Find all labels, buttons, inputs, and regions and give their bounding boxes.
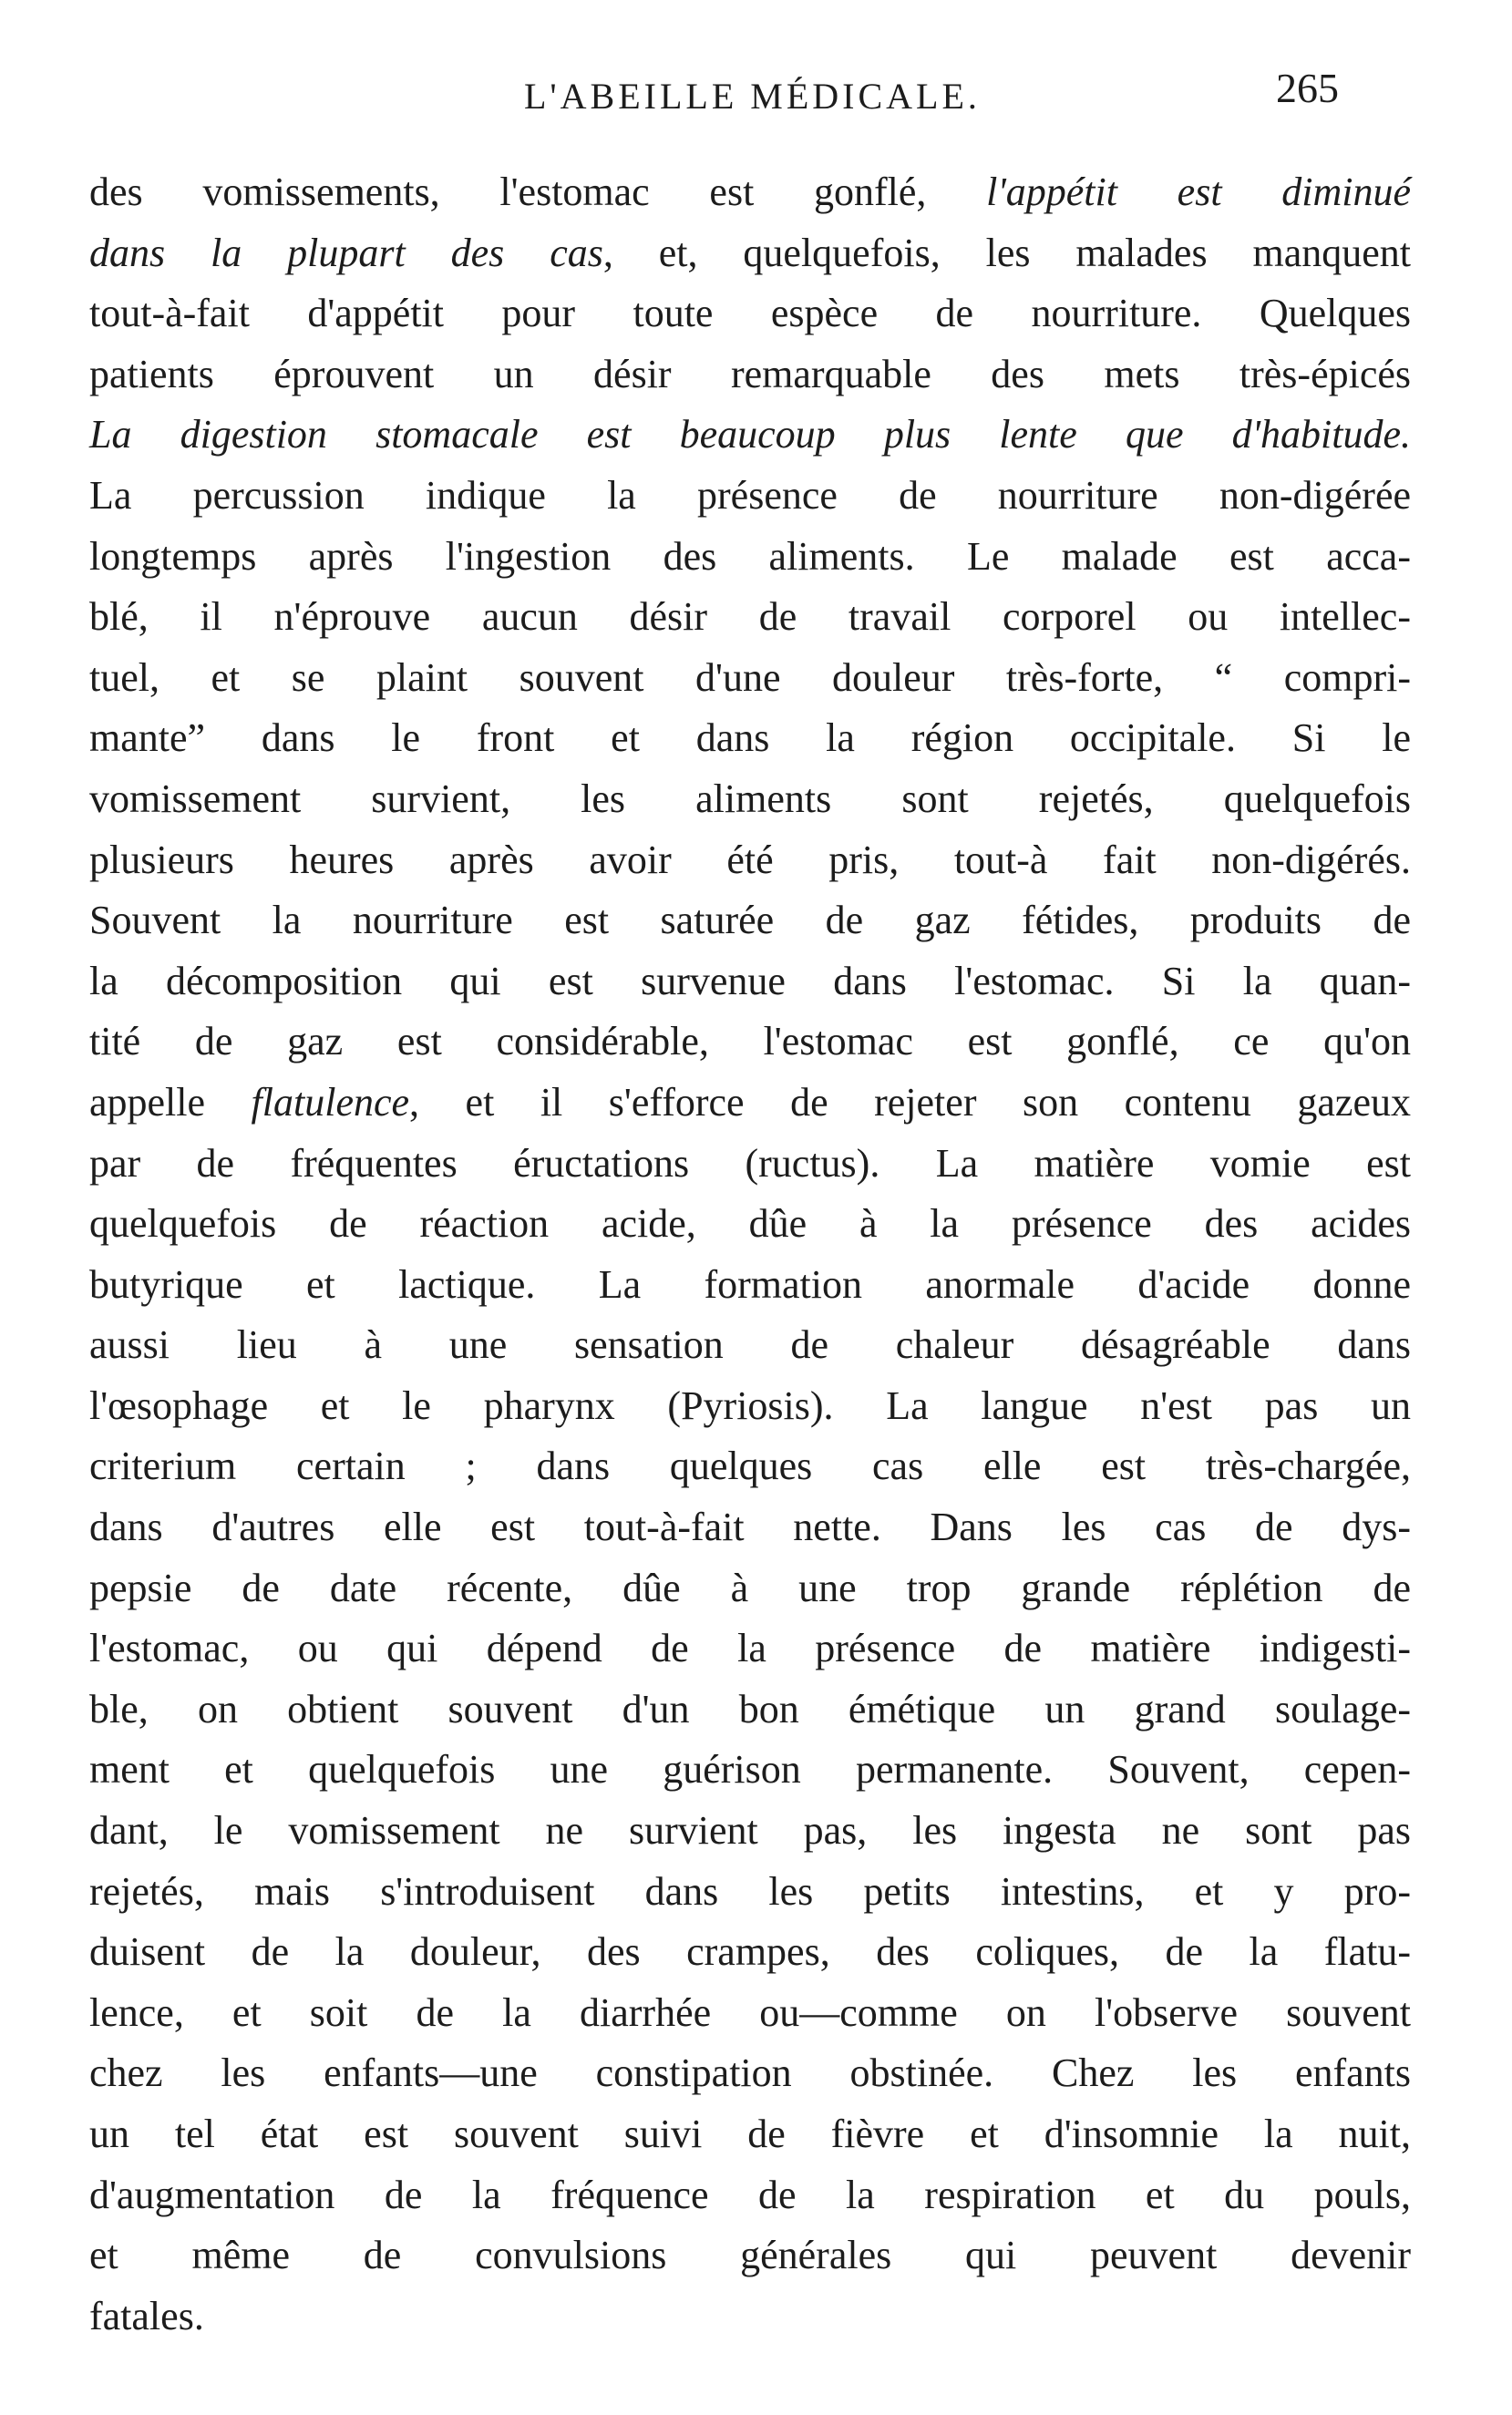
page-number: 265	[1276, 65, 1339, 111]
text-line	[89, 1012, 1411, 1073]
text-segment: d'augmentation de la fréquence de la respiration et du pouls,	[89, 2172, 1411, 2217]
text-line	[89, 830, 1411, 891]
text-segment: vomissement survient, les aliments sont rejetés, quelquefois	[89, 776, 1411, 821]
text-line	[89, 1619, 1411, 1680]
text-line	[89, 466, 1411, 527]
text-segment: Souvent la nourriture est saturée de gaz fétides, produits de	[89, 898, 1411, 943]
text-line	[89, 951, 1411, 1012]
text-segment: l'estomac, ou qui dépend de la présence de matière indigesti-	[89, 1626, 1411, 1671]
text-line	[89, 2165, 1411, 2226]
text-line	[89, 648, 1411, 709]
text-line	[89, 769, 1411, 830]
text-line	[89, 1194, 1411, 1255]
text-line	[89, 1376, 1411, 1437]
text-segment: dans d'autres elle est tout-à-fait nette. Dans les cas de dys-	[89, 1505, 1411, 1550]
text-segment: ble, on obtient souvent d'un bon émétique un grand soulage-	[89, 1686, 1411, 1732]
body-text	[89, 162, 1411, 2347]
text-segment: tité de gaz est considérable, l'estomac est gonflé, ce qu'on	[89, 1019, 1411, 1064]
text-segment: , et, quelquefois, les malades manquent	[602, 230, 1411, 275]
text-segment: des vomissements, l'estomac est gonflé,	[89, 170, 987, 214]
text-line	[89, 2287, 1411, 2348]
text-segment: quelquefois de réaction acide, dûe à la présence des acides	[89, 1201, 1411, 1247]
text-line	[89, 1983, 1411, 2044]
text-line	[89, 1315, 1411, 1376]
text-line	[89, 344, 1411, 406]
text-segment: par de fréquentes éructations (ructus). La matière vomie est	[89, 1140, 1411, 1186]
text-line	[89, 1680, 1411, 1741]
text-line	[89, 162, 1411, 223]
italic-text: La digestion stomacale est beaucoup plus lente que d'habitude.	[89, 412, 1411, 457]
text-line	[89, 587, 1411, 648]
text-segment: butyrique et lactique. La formation anormale d'acide donne	[89, 1261, 1411, 1307]
text-segment: appelle	[89, 1079, 252, 1125]
italic-text: l'appétit est diminué	[986, 170, 1412, 214]
text-line	[89, 708, 1411, 769]
text-segment: fatales.	[89, 2293, 204, 2338]
text-segment: un tel état est souvent suivi de fièvre et d'insomnie la nuit,	[89, 2112, 1411, 2156]
text-segment: mante” dans le front et dans la région occipitale. Si le	[89, 715, 1411, 761]
text-line	[89, 1922, 1411, 1983]
text-segment: patients éprouvent un désir remarquable des mets très-épicés	[89, 351, 1411, 396]
text-segment: et même de convulsions générales qui peuvent devenir	[89, 2233, 1411, 2278]
text-segment: rejetés, mais s'introduisent dans les petits intestins, et y pro-	[89, 1868, 1411, 1914]
text-segment: La percussion indique la présence de nourriture non-digérée	[89, 472, 1411, 518]
text-line	[89, 1862, 1411, 1923]
text-line	[89, 1497, 1411, 1558]
text-line	[89, 1801, 1411, 1862]
text-line	[89, 1255, 1411, 1316]
text-segment: duisent de la douleur, des crampes, des coliques, de la flatu-	[89, 1929, 1411, 1975]
text-line	[89, 1073, 1411, 1134]
text-line	[89, 283, 1411, 344]
text-line	[89, 527, 1411, 588]
text-segment: blé, il n'éprouve aucun désir de travail corporel ou intellec-	[89, 594, 1411, 640]
text-segment: plusieurs heures après avoir été pris, tout-à fait non-digérés.	[89, 837, 1411, 882]
text-line	[89, 223, 1411, 284]
text-segment: ment et quelquefois une guérison permanente. Souvent, cepen-	[89, 1747, 1411, 1793]
text-segment: chez les enfants—une constipation obstinée. Chez les enfants	[89, 2050, 1411, 2096]
text-line	[89, 405, 1411, 466]
italic-text: flatulence	[251, 1079, 410, 1125]
text-line	[89, 2225, 1411, 2287]
text-segment: criterium certain ; dans quelques cas elle est très-chargée,	[89, 1444, 1411, 1489]
text-line	[89, 1436, 1411, 1497]
text-line	[89, 2043, 1411, 2104]
text-segment: longtemps après l'ingestion des aliments. Le malade est acca-	[89, 533, 1411, 579]
text-segment: tuel, et se plaint souvent d'une douleur très-forte, “ compri-	[89, 654, 1411, 700]
text-segment: aussi lieu à une sensation de chaleur désagréable dans	[89, 1322, 1411, 1368]
text-line	[89, 1558, 1411, 1619]
text-line	[89, 1740, 1411, 1801]
text-segment: tout-à-fait d'appétit pour toute espèce de nourriture. Quelques	[89, 291, 1411, 336]
text-segment: , et il s'efforce de rejeter son contenu gazeux	[409, 1079, 1411, 1125]
running-title: L'ABEILLE MÉDICALE.	[524, 76, 981, 117]
text-line	[89, 1134, 1411, 1195]
text-segment: dant, le vomissement ne survient pas, les ingesta ne sont pas	[89, 1808, 1411, 1854]
text-segment: lence, et soit de la diarrhée ou—comme on l'observe souvent	[89, 1989, 1411, 2035]
text-segment: la décomposition qui est survenue dans l'estomac. Si la quan-	[89, 958, 1411, 1003]
text-segment: l'œsophage et le pharynx (Pyriosis). La langue n'est pas un	[89, 1382, 1411, 1428]
text-line	[89, 2104, 1411, 2165]
text-line	[89, 890, 1411, 951]
text-segment: pepsie de date récente, dûe à une trop grande réplétion de	[89, 1565, 1411, 1610]
italic-text: dans la plupart des cas	[89, 230, 603, 275]
